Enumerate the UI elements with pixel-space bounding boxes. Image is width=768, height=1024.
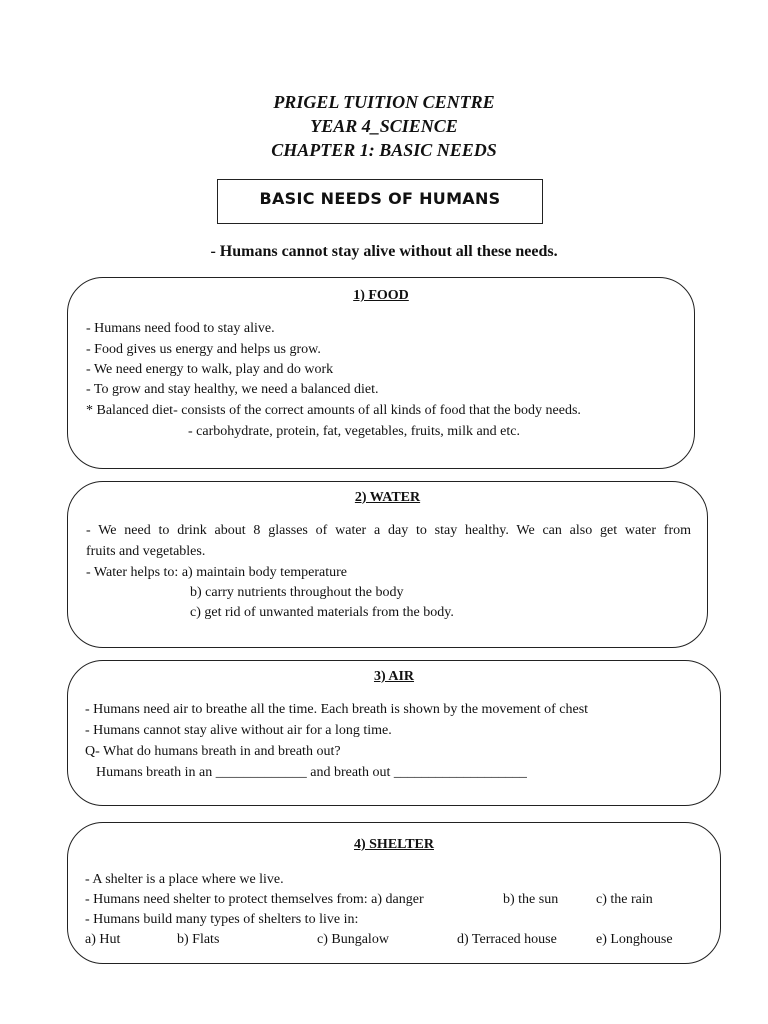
food-line-2: - Food gives us energy and helps us grow. — [86, 342, 321, 357]
air-line-1: - Humans need air to breathe all the time. Each breath is shown by the movement of chest — [85, 702, 589, 717]
water-section-box — [67, 481, 708, 648]
water-line-2: fruits and vegetables. — [86, 544, 206, 559]
air-line-3: Q- What do humans breath in and breath out? — [85, 744, 341, 759]
food-line-5: * Balanced diet- consists of the correct amounts of all kinds of food that the body needs. — [86, 403, 581, 418]
chapter-title: CHAPTER 1: BASIC NEEDS — [271, 140, 497, 160]
water-section-title: 2) WATER — [354, 490, 421, 505]
water-line-5: c) get rid of unwanted materials from the body. — [190, 605, 454, 620]
food-line-3: - We need energy to walk, play and do work — [86, 362, 334, 377]
water-line-1: - We need to drink about 8 glasses of water a day to stay healthy. We can also get water from — [86, 523, 691, 538]
air-section-title: 3) AIR — [373, 669, 415, 684]
shelter-line-1: - A shelter is a place where we live. — [85, 872, 284, 887]
shelter-type-terraced-house: d) Terraced house — [457, 932, 557, 947]
water-line-4: b) carry nutrients throughout the body — [190, 585, 404, 600]
shelter-type-longhouse: e) Longhouse — [596, 932, 673, 947]
air-section-box — [67, 660, 721, 806]
food-section-box — [67, 277, 695, 469]
water-line-3: - Water helps to: a) maintain body temperature — [86, 565, 348, 580]
food-line-1: - Humans need food to stay alive. — [86, 321, 275, 336]
year-subject: YEAR 4_SCIENCE — [310, 116, 458, 136]
shelter-option-rain: c) the rain — [596, 892, 653, 907]
food-line-6: - carbohydrate, protein, fat, vegetables, fruits, milk and etc. — [188, 424, 520, 439]
worksheet-title: BASIC NEEDS OF HUMANS — [259, 189, 501, 208]
intro-statement: - Humans cannot stay alive without all these needs. — [210, 243, 558, 260]
food-section-title: 1) FOOD — [353, 288, 409, 303]
shelter-section-title: 4) SHELTER — [353, 837, 434, 852]
shelter-line-3: - Humans build many types of shelters to live in: — [85, 912, 359, 927]
shelter-type-hut: a) Hut — [85, 932, 121, 947]
school-name: PRIGEL TUITION CENTRE — [273, 92, 495, 112]
shelter-type-bungalow: c) Bungalow — [317, 932, 389, 947]
air-line-2: - Humans cannot stay alive without air for a long time. — [85, 723, 392, 738]
shelter-section-box — [67, 822, 721, 964]
food-line-4: - To grow and stay healthy, we need a balanced diet. — [86, 382, 379, 397]
shelter-line-2: - Humans need shelter to protect themselves from: a) danger — [85, 892, 424, 907]
shelter-option-sun: b) the sun — [503, 892, 559, 907]
air-question-blanks: Humans breath in an _____________ and breath out ___________________ — [96, 765, 527, 780]
shelter-type-flats: b) Flats — [177, 932, 220, 947]
worksheet-title-box — [217, 179, 543, 224]
